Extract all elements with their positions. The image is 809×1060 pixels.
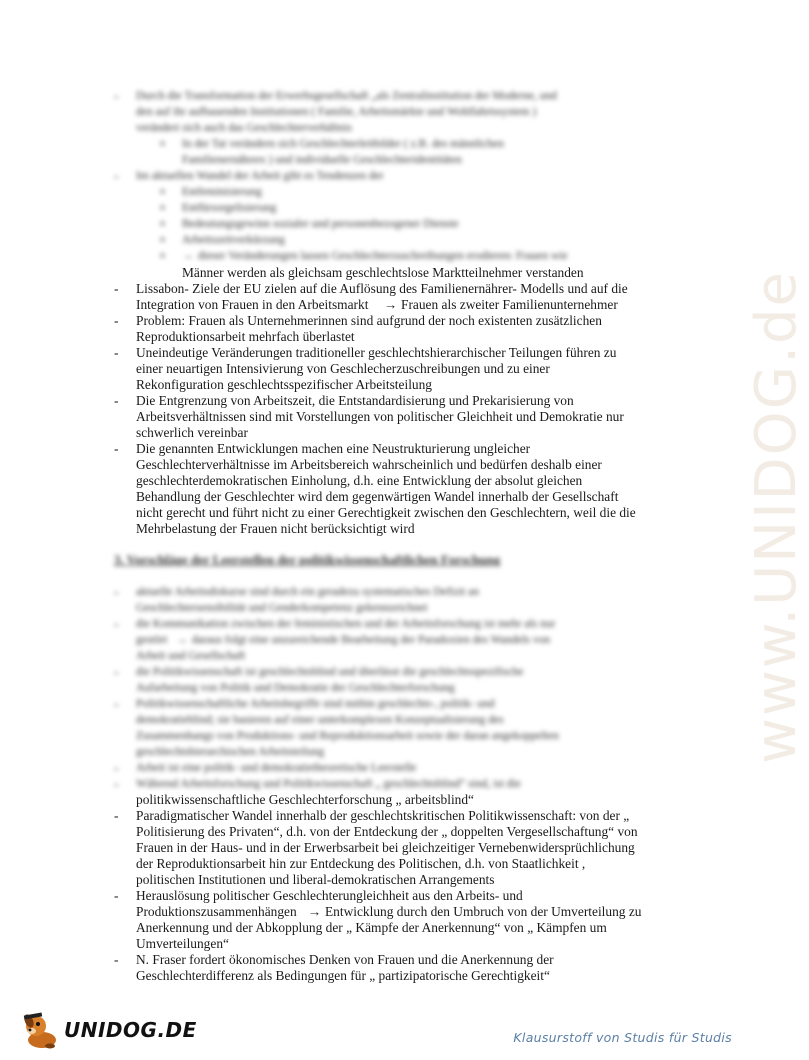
text-line: Umverteilungen“	[136, 936, 229, 951]
text-line: gestört	[136, 634, 168, 646]
sub-bullet: o	[160, 186, 165, 197]
sub-bullet: o	[160, 138, 165, 149]
text-line: einer neuartigen Intensivierung von Geschlecherzuschreibungen und zu einer	[136, 361, 550, 376]
footer-tagline: Klausurstoff von Studis für Studis	[513, 1030, 732, 1045]
text-line: Mehrbelastung der Frauen nicht berücksichtigt wird	[136, 521, 415, 536]
text-line: Aufarbeitung von Politik und Demokratie der Geschlechterforschung	[136, 682, 455, 694]
text-line: Während Arbeitsforschung und Politikwissenschaft „ geschlechtsblind“ sind, ist die	[136, 778, 521, 790]
text-line: Frauen als zweiter Familienunternehmer	[401, 297, 618, 312]
text-line: demokratieblind; sie basieren auf einer unterkomplexen Konzeptualisierung des	[136, 714, 504, 726]
sub-bullet: o	[160, 234, 165, 245]
arrow-icon: →	[308, 904, 322, 919]
text-line: Geschlechterverhältnisse im Arbeitsbereich wahrscheinlich und bedürfen deshalb einer	[136, 457, 602, 472]
text-line: Zusammenhangs von Produktions- und Reproduktionsarbeit sowie der daran angekoppelten	[136, 730, 559, 742]
text-line: Bedeutungsgewinn sozialer und personenbezogener Dienste	[182, 218, 459, 230]
text-line: In der Tat verändern sich Geschlechterleitbilder ( z.B. des männlichen	[182, 138, 504, 150]
logo-text: UNIDOG.DE	[64, 1018, 197, 1042]
bullet: -	[114, 168, 119, 183]
text-line: Paradigmatischer Wandel innerhalb der geschlechtskritischen Politikwissenschaft: von der „	[136, 808, 630, 823]
bullet: -	[114, 776, 119, 791]
text-line: schwerlich vereinbar	[136, 425, 248, 440]
text-line: Arbeit und Gesellschaft	[136, 650, 246, 662]
bullet: -	[114, 616, 119, 631]
text-line: Geschlechtersensibilität und Genderkompetenz gekennzeichnet	[136, 602, 428, 614]
text-line: Politisierung des Privaten“, d.h. von der Entdeckung der „ doppelten Vergesellschaftung“ von	[136, 824, 638, 839]
sub-bullet: o	[160, 250, 165, 261]
text-line: Die Entgrenzung von Arbeitszeit, die Entstandardisierung und Prekarisierung von	[136, 393, 574, 408]
text-line: verändert sich auch das Geschlechterverhältnis	[136, 122, 352, 134]
bullet: -	[114, 664, 119, 679]
arrow-icon: →	[384, 297, 398, 312]
text-line: Produktionszusammenhängen	[136, 904, 297, 919]
text-line: den auf ihr aufbauenden Institutionen ( Familie, Arbeitsmärkte und Wohlfahrtssystem )	[136, 106, 537, 118]
text-line: Arbeitsverhältnissen sind mit Vorstellungen von politischer Gleichheit und Demokratie nur	[136, 409, 624, 424]
bullet: -	[114, 313, 119, 328]
text-line: Männer werden als gleichsam geschlechtslose Marktteilnehmer verstanden	[182, 265, 584, 280]
text-line: die Kommunikation zwischen der feministischen und der Arbeitsforschung ist mehr als nur	[136, 618, 556, 630]
bullet: -	[114, 952, 119, 967]
text-line: Behandlung der Geschlechter wird dem gegenwärtigen Wandel innerhalb der Gesellschaft	[136, 489, 619, 504]
text-line: geschlechterdemokratischen Einholung, d.h. eine Entwicklung der absolut gleichen	[136, 473, 583, 488]
text-line: die Politikwissenschaft ist geschlechtsblind und überlässt die geschlechtsspezifische	[136, 666, 524, 678]
text-line: Arbeitszeitverkürzung	[182, 234, 285, 246]
text-line: Uneindeutige Veränderungen traditioneller geschlechtshierarchischer Teilungen führen zu	[136, 345, 617, 360]
dog-mascot-icon	[20, 1010, 62, 1050]
text-line: Integration von Frauen in den Arbeitsmarkt	[136, 297, 369, 312]
text-line: daraus folgt eine unzureichende Bearbeitung der Paradoxien des Wandels von	[192, 634, 551, 646]
text-line: Lissabon- Ziele der EU zielen auf die Auflösung des Familienernährer- Modells und auf die	[136, 281, 628, 296]
text-line: der Reproduktionsarbeit hin zur Entdeckung des Politischen, d.h. von Staatlichkeit ,	[136, 856, 586, 871]
watermark-text: www.UNIDOG.de	[744, 270, 809, 764]
text-line: Entfeminisierung	[182, 186, 262, 198]
text-line: Frauen in der Haus- und in der Erwerbsarbeit bei gleichzeitiger Vernebenwidersprüchlichung	[136, 840, 635, 855]
text-line: N. Fraser fordert ökonomisches Denken von Frauen und die Anerkennung der	[136, 952, 554, 967]
text-line: Familienernährers ) und individuelle Geschlechteridentitäten	[182, 154, 462, 166]
text-line: Arbeit ist eine politik- und demokratietheoretische Leerstelle	[136, 762, 417, 774]
text-line: Durch die Transformation der Erwerbsgesellschaft „als Zentralinstitution der Moderne, und	[136, 90, 557, 102]
unidog-logo[interactable]	[20, 1010, 197, 1050]
bullet: -	[114, 808, 119, 823]
text-line: Die genannten Entwicklungen machen eine Neustrukturierung ungleicher	[136, 441, 531, 456]
bullet: -	[114, 88, 119, 103]
text-line: nicht gerecht und führt nicht zu einer Gerechtigkeit zwischen den Geschlechtern, weil die die	[136, 505, 636, 520]
text-line: geschlechtshierarchischen Arbeitsteilung	[136, 746, 325, 758]
text-line: Im aktuellen Wandel der Arbeit gibt es Tendenzen der	[136, 170, 384, 182]
arrow-icon: →	[176, 634, 188, 646]
text-line: Problem: Frauen als Unternehmerinnen sind aufgrund der noch existenten zusätzlichen	[136, 313, 602, 328]
bullet: -	[114, 281, 119, 296]
text-line: Entfürsorgelisierung	[182, 202, 277, 214]
text-line: politischen Institutionen und liberal-demokratischen Arrangements	[136, 872, 495, 887]
text-line: politikwissenschaftliche Geschlechterforschung „ arbeitsblind“	[136, 792, 475, 807]
text-line: Rekonfiguration geschlechtsspezifischer Arbeitsteilung	[136, 377, 432, 392]
text-line: Entwicklung durch den Umbruch von der Umverteilung zu	[325, 904, 642, 919]
sub-bullet: o	[160, 218, 165, 229]
text-line: dieser Veränderungen lassen Geschlechterzuschreibungen erodieren: Frauen wie	[198, 250, 568, 262]
arrow-icon: →	[182, 250, 194, 262]
text-line: Herauslösung politischer Geschlechterungleichheit aus den Arbeits- und	[136, 888, 523, 903]
text-line: Geschlechterdifferenz als Bedingungen für „ partizipatorische Gerechtigkeit“	[136, 968, 550, 983]
bullet: -	[114, 345, 119, 360]
bullet: -	[114, 696, 119, 711]
bullet: -	[114, 760, 119, 775]
text-line: aktuelle Arbeitsdiskurse sind durch ein geradezu systematisches Defizit an	[136, 586, 479, 598]
bullet: -	[114, 393, 119, 408]
bullet: -	[114, 441, 119, 456]
section-heading: 3. Vorschläge der Leerstellen der politikwissenschaftlichen Forschung	[114, 552, 501, 567]
sub-bullet: o	[160, 202, 165, 213]
bullet: -	[114, 888, 119, 903]
bullet: -	[114, 584, 119, 599]
text-line: Anerkennung und der Abkopplung der „ Kämpfe der Anerkennung“ von „ Kämpfen um	[136, 920, 607, 935]
text-line: Reproduktionsarbeit mehrfach überlastet	[136, 329, 355, 344]
text-line: Politikwissenschaftliche Arbeitsbegriffe sind mithin geschlechts-, politik- und	[136, 698, 495, 710]
